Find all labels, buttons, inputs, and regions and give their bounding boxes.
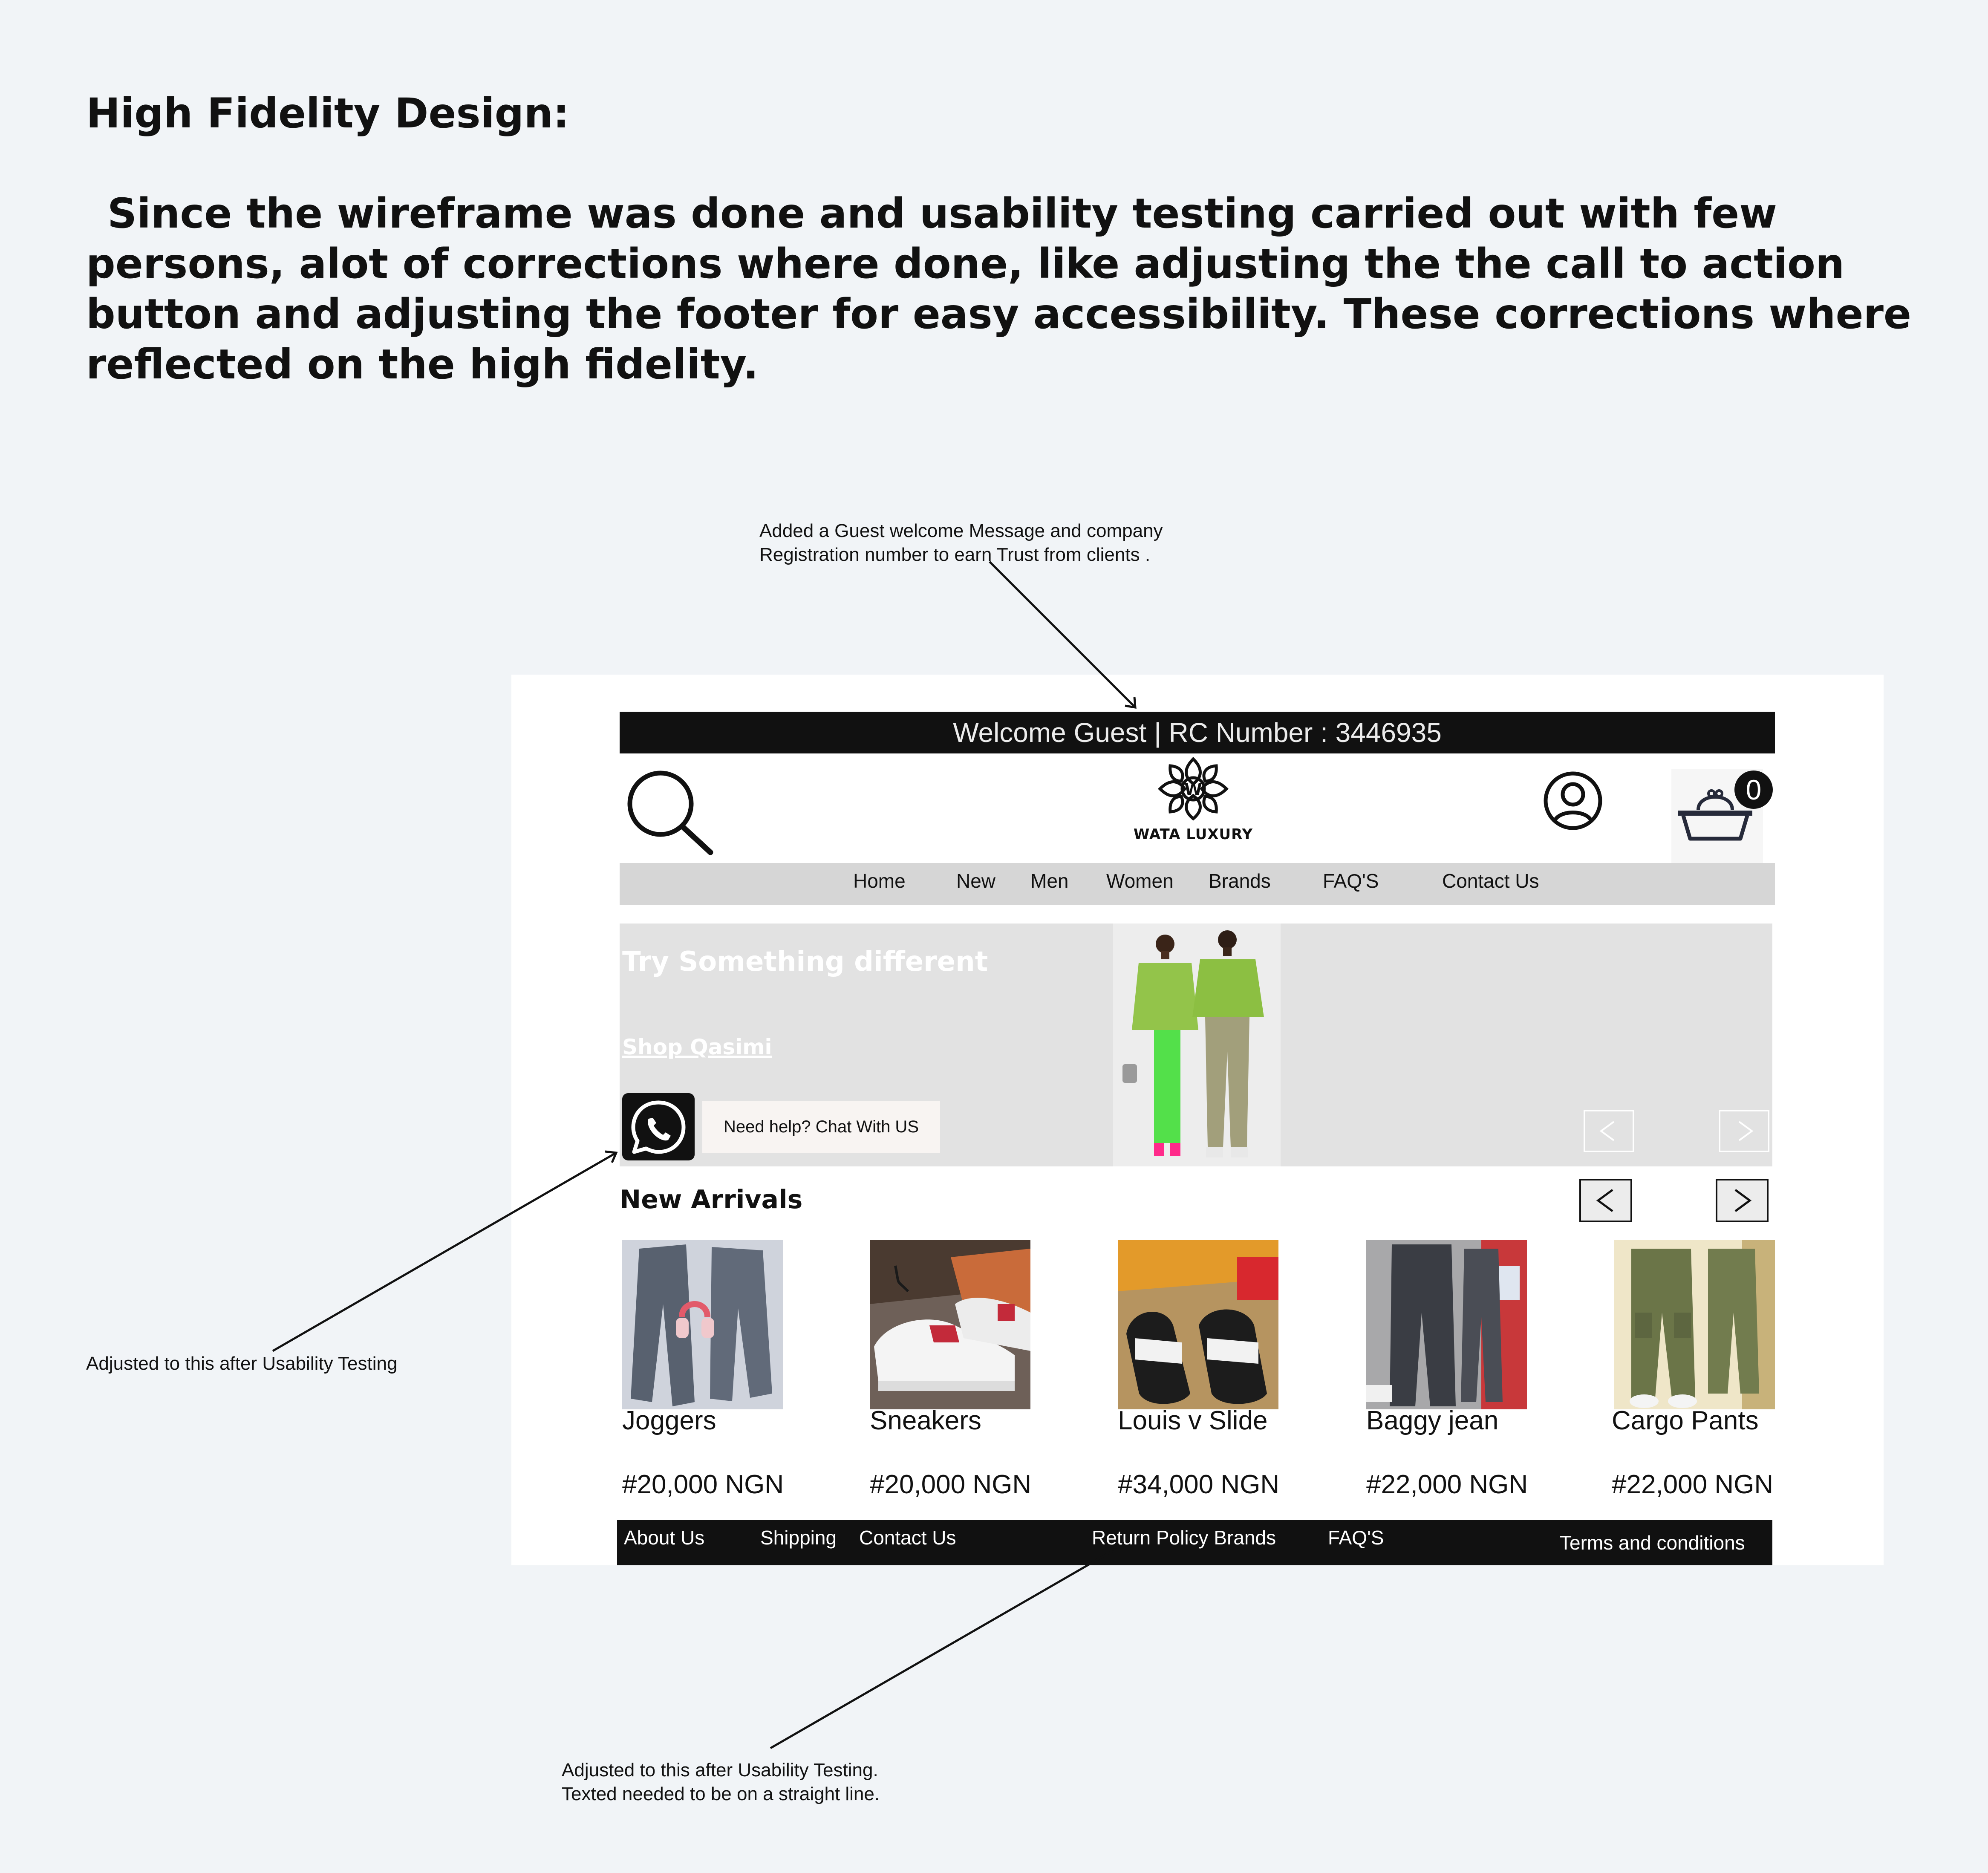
product-name-sneakers[interactable]: Sneakers [870, 1406, 981, 1435]
footer-faqs[interactable]: FAQ'S [1328, 1527, 1384, 1549]
logo-letter: W [1184, 780, 1202, 799]
welcome-text: Welcome Guest | RC Number : 3446935 [953, 717, 1442, 748]
arrow-to-welcome-bar [990, 562, 1135, 707]
product-price-baggy-jean: #22,000 NGN [1366, 1470, 1528, 1499]
product-price-louis-v-slide: #34,000 NGN [1118, 1470, 1280, 1499]
nav-faqs[interactable]: FAQ'S [1323, 870, 1379, 892]
annotation-left: Adjusted to this after Usability Testing [86, 1353, 398, 1374]
nav-home[interactable]: Home [853, 870, 906, 892]
hero-title: Try Something different [622, 946, 988, 978]
product-price-joggers: #20,000 NGN [622, 1470, 784, 1499]
product-price-cargo-pants: #22,000 NGN [1612, 1470, 1774, 1499]
footer-return-policy-brands[interactable]: Return Policy Brands [1092, 1527, 1276, 1549]
product-price-sneakers: #20,000 NGN [870, 1470, 1032, 1499]
annotation-top-line1: Added a Guest welcome Message and company [759, 520, 1163, 541]
intro-paragraph-text: Since the wireframe was done and usability testing carried out with few persons, alot of corrections where done, like adjusting the the call to action button and adjusting the footer for easy accessibility. These corrections where reflected on the high fidelity. [86, 190, 1912, 388]
nav-new[interactable]: New [956, 870, 996, 892]
product-name-cargo-pants[interactable]: Cargo Pants [1612, 1406, 1759, 1435]
product-name-joggers[interactable]: Joggers [622, 1406, 716, 1435]
annotation-bottom-line2: Texted needed to be on a straight line. [562, 1784, 880, 1804]
shop-qasimi-link[interactable]: Shop Qasimi [622, 1035, 772, 1059]
page-title: High Fidelity Design: [86, 89, 570, 137]
footer-shipping[interactable]: Shipping [760, 1527, 837, 1549]
footer-contact-us[interactable]: Contact Us [859, 1527, 956, 1549]
cart-count-badge: 0 [1734, 771, 1773, 809]
nav-men[interactable]: Men [1030, 870, 1069, 892]
product-name-louis-v-slide[interactable]: Louis v Slide [1118, 1406, 1268, 1435]
footer-about-us[interactable]: About Us [624, 1527, 705, 1549]
logo-text: WATA LUXURY [1133, 826, 1253, 843]
nav-brands[interactable]: Brands [1209, 870, 1271, 892]
chat-with-us-button[interactable]: Need help? Chat With US [702, 1101, 940, 1153]
footer-terms-and-conditions[interactable]: Terms and conditions [1560, 1532, 1745, 1554]
new-arrivals-title: New Arrivals [620, 1185, 803, 1215]
nav-contact-us[interactable]: Contact Us [1442, 870, 1539, 892]
annotation-top-line2: Registration number to earn Trust from clients . [759, 544, 1151, 565]
arrow-to-whatsapp-chat [273, 1153, 616, 1351]
annotation-bottom-line1: Adjusted to this after Usability Testing. [562, 1760, 878, 1781]
product-name-baggy-jean[interactable]: Baggy jean [1366, 1406, 1499, 1435]
arrow-to-footer [770, 1550, 1115, 1748]
nav-women[interactable]: Women [1106, 870, 1174, 892]
